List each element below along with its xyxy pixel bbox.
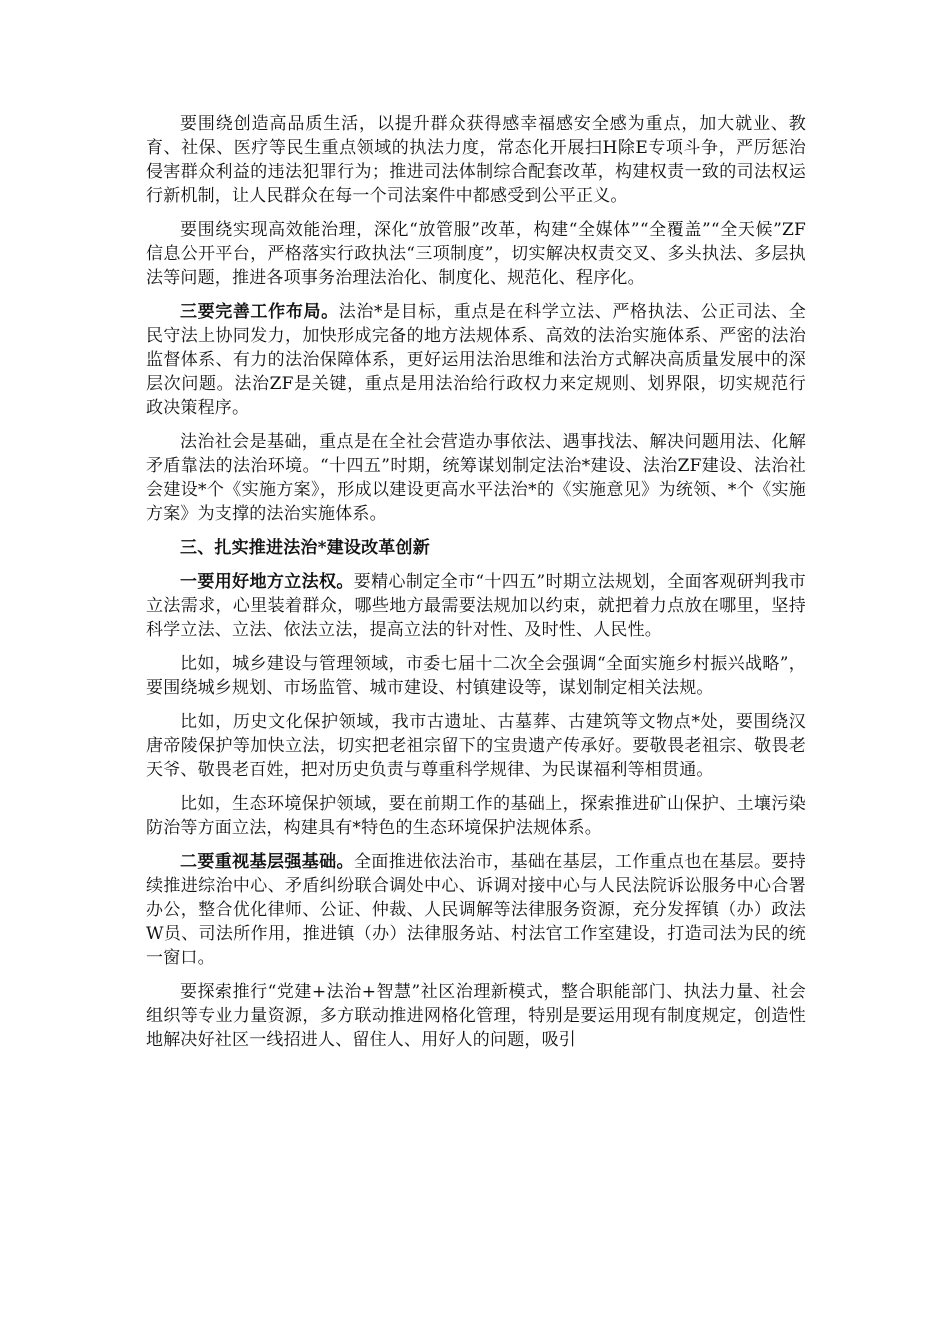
paragraph-community-governance: 要探索推行“党建+法治+智慧”社区治理新模式，整合职能部门、执法力量、社会组织等专业力量资源，多方联动推进网格化管理，特别是要运用现有制度规定，创造性地解决好社区一线招进人、留住人、用好人的问题，吸引 (146, 982, 806, 1050)
paragraph-lead: 三要完善工作布局。 (180, 302, 339, 322)
paragraph-lead: 二要重视基层强基础。 (180, 852, 354, 872)
paragraph-lead: 一要用好地方立法权。 (180, 572, 354, 592)
paragraph-quality-life: 要围绕创造高品质生活，以提升群众获得感幸福感安全感为重点，加大就业、教育、社保、医疗等民生重点领域的执法力度，常态化开展扫H除E专项斗争，严厉惩治侵害群众利益的违法犯罪行为；推进司法体制综合配套改革，构建权责一致的司法权运行新机制，让人民群众在每一个司法案件中都感受到公平正义。 (146, 114, 806, 206)
paragraph-grassroots (146, 850, 806, 970)
paragraph-ecology-example: 比如，生态环境保护领域，要在前期工作的基础上，探索推进矿山保护、土壤污染防治等方面立法，构建具有*特色的生态环境保护法规体系。 (146, 794, 806, 838)
paragraph-efficient-governance: 要围绕实现高效能治理，深化“放管服”改革，构建“全媒体”“全覆盖”“全天候”ZF信息公开平台，严格落实行政执法“三项制度”，切实解决权责交叉、多头执法、多层执法等问题，推进各项事务治理法治化、制度化、规范化、程序化。 (146, 220, 806, 288)
section-heading: 三、扎实推进法治*建设改革创新 (180, 538, 430, 558)
paragraph-body: 法治*是目标，重点是在科学立法、严格执法、公正司法、全民守法上协同发力，加快形成完备的地方法规体系、高效的法治实施体系、严密的法治监督体系、有力的法治保障体系，更好运用法治思维和法治方式解决高质量发展中的深层次问题。法治ZF是关键，重点是用法治给行政权力来定规则、划界限，切实规范行政决策程序。 (146, 302, 806, 418)
document-page (146, 112, 806, 1062)
paragraph-urban-rural-example: 比如，城乡建设与管理领域，市委七届十二次全会强调“全面实施乡村振兴战略”，要围绕城乡规划、市场监管、城市建设、村镇建设等，谋划制定相关法规。 (146, 654, 806, 698)
paragraph-work-layout (146, 300, 806, 420)
paragraph-body: 要精心制定全市“十四五”时期立法规划，全面客观研判我市立法需求，心里装着群众，哪些地方最需要法规加以约束，就把着力点放在哪里，坚持科学立法、立法、依法立法，提高立法的针对性、及时性、人民性。 (146, 572, 807, 640)
paragraph-rule-of-law-society: 法治社会是基础，重点是在全社会营造办事依法、遇事找法、解决问题用法、化解矛盾靠法的法治环境。“十四五”时期，统筹谋划制定法治*建设、法治ZF建设、法治社会建设*个《实施方案》，形成以建设更高水平法治*的《实施意见》为统领、*个《实施方案》为支撑的法治实施体系。 (146, 432, 806, 524)
paragraph-heritage-example: 比如，历史文化保护领域，我市古遗址、古墓葬、古建筑等文物点*处，要围绕汉唐帝陵保护等加快立法，切实把老祖宗留下的宝贵遗产传承好。要敬畏老祖宗、敬畏老天爷、敬畏老百姓，把对历史负责与尊重科学规律、为民谋福利等相贯通。 (146, 712, 806, 780)
paragraph-local-legislation (146, 570, 806, 642)
paragraph-body: 全面推进依法治市，基础在基层，工作重点也在基层。要持续推进综治中心、矛盾纠纷联合调处中心、诉调对接中心与人民法院诉讼服务中心合署办公，整合优化律师、公证、仲裁、人民调解等法律服务资源，充分发挥镇（办）政法W员、司法所作用，推进镇（办）法律服务站、村法官工作室建设，打造司法为民的统一窗口。 (146, 852, 807, 968)
